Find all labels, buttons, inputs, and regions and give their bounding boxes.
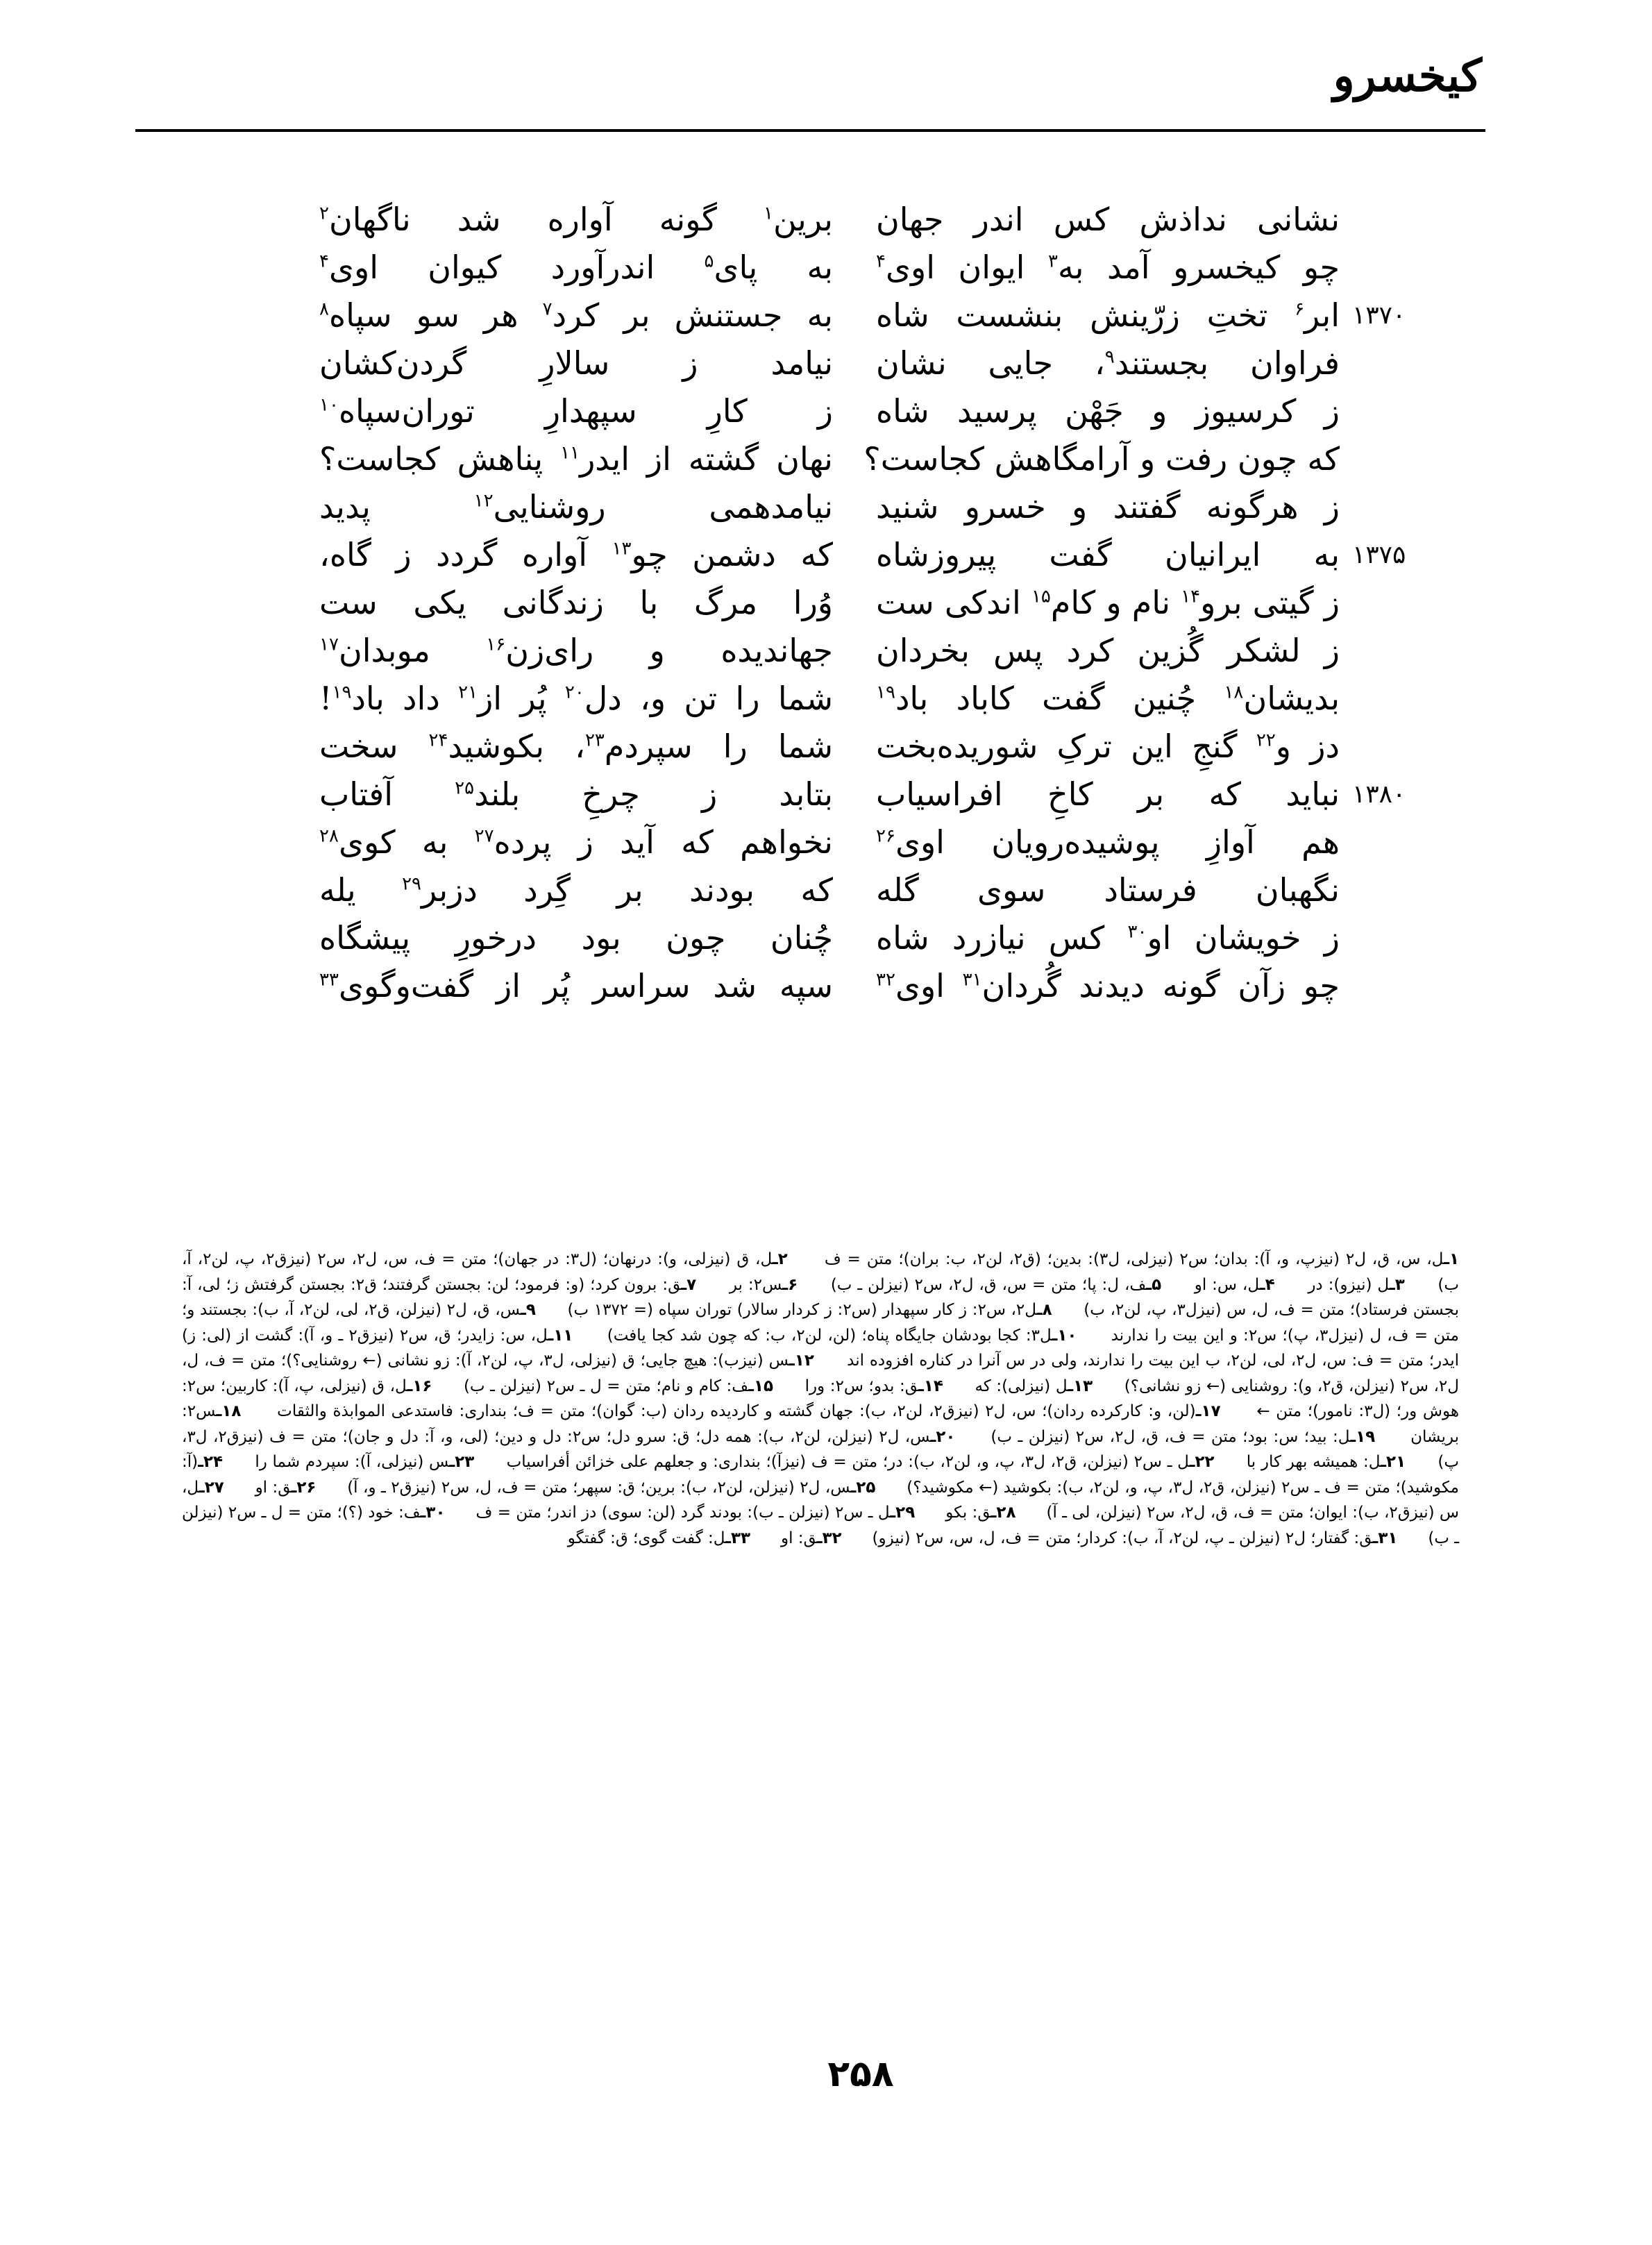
verse-text: به ایرانیان گفت پیروزشاه bbox=[876, 536, 1340, 573]
verse-text: نیامد ز سالارِ گردن‌کشان bbox=[319, 344, 833, 382]
footnote-text: ل، س (نیزق۲، ب): ایوان؛ متن = ف، ق، ل۲، س۲ (نیزلن، لی ـ آ) bbox=[182, 1478, 1459, 1522]
footnote bbox=[1308, 1276, 1438, 1294]
verse-row bbox=[0, 914, 1652, 962]
footnote bbox=[991, 1428, 1410, 1446]
footnote-number: ۳۰ bbox=[425, 1504, 446, 1522]
verse-text: دز و bbox=[1275, 728, 1340, 765]
hemistich-left bbox=[319, 675, 833, 723]
footnote-number: ۲۹ bbox=[895, 1504, 916, 1522]
verse-text: آفتاب bbox=[319, 775, 455, 813]
running-title: کیخسرو bbox=[1333, 50, 1482, 102]
footnote-number: ۲۲ bbox=[1195, 1453, 1215, 1471]
footnote-text: ق: او bbox=[255, 1478, 292, 1497]
footnote-text: ل ـ س۲ (نیزلن، ق۲، ل۳، پ، و، لن۲، ب): در؛ متن = ف (نیزآ)؛ بنداری: و جعلهم علی خزائن أفراسیاب bbox=[506, 1453, 1190, 1471]
footnote-number: ۳۲ bbox=[822, 1529, 842, 1547]
footnote-dash: ـ bbox=[1389, 1275, 1395, 1294]
footnote-number: ۱ bbox=[1449, 1250, 1460, 1268]
footnote-number: ۲۸ bbox=[996, 1504, 1016, 1522]
footnote-number: ۶ bbox=[788, 1275, 798, 1294]
footnote-marker: ۱۱ bbox=[560, 442, 580, 464]
verse-text: نشانی نداذش کس اندر جهان bbox=[876, 201, 1340, 238]
footnote-marker: ۱۸ bbox=[1224, 682, 1244, 703]
hemistich-left bbox=[319, 196, 833, 244]
verse-text: هر سو سپاه bbox=[328, 296, 543, 334]
verse-text: به جستنش بر کرد bbox=[552, 296, 833, 334]
verse-text: شما را تن و، دل bbox=[584, 680, 834, 717]
page-number: ۲۵۸ bbox=[827, 2053, 894, 2095]
verse-text: ز خویشان او bbox=[1147, 919, 1340, 957]
footnote bbox=[805, 1377, 975, 1395]
footnote-text: (لن، و: کارکرده ردان)؛ س، ل۲ (نیزق۲، لن۲، ب): جهان گشته و کاردیده ردان (ب: گوان)؛ متن = ف؛ بنداری: فاستدعی الموابذة والثقات bbox=[277, 1402, 1196, 1420]
verse-text: چو کیخسرو آمد به bbox=[1057, 249, 1340, 286]
verse-text: فراوان بجستند bbox=[1114, 344, 1340, 382]
footnote-number: ۲۶ bbox=[296, 1478, 317, 1497]
footnote-text: ق: بکو bbox=[945, 1504, 991, 1522]
verse-text: پُر از bbox=[478, 680, 565, 717]
hemistich-right bbox=[876, 483, 1340, 531]
footnote-dash: ـ bbox=[1052, 1326, 1058, 1345]
footnote-text: ق: او bbox=[780, 1529, 817, 1547]
verse-text: هم آوازِ پوشیده‌رویان اوی bbox=[895, 823, 1340, 861]
verse-row bbox=[0, 675, 1652, 723]
footnote-marker: ۱۰ bbox=[319, 394, 339, 416]
footnote bbox=[277, 1402, 1256, 1420]
verse-text: ز گیتی برو bbox=[1200, 584, 1340, 621]
verse-row bbox=[0, 435, 1652, 483]
verse-text: ز کرسیوز و جَهْن پرسید شاه bbox=[876, 392, 1340, 430]
footnote bbox=[1195, 1276, 1308, 1294]
footnote-dash: ـ bbox=[918, 1377, 924, 1395]
verse-row bbox=[0, 483, 1652, 531]
footnote-marker: ۲۱ bbox=[458, 682, 478, 703]
hemistich-right bbox=[876, 962, 1340, 1010]
hemistich-right bbox=[876, 339, 1340, 387]
hemistich-right bbox=[876, 723, 1340, 771]
footnote-dash: ـ bbox=[748, 1377, 754, 1395]
footnote-text: ف: خود (؟)؛ متن = ل ـ س۲ (نیزلن ـ ب) bbox=[182, 1504, 1459, 1547]
footnote-marker: ۷ bbox=[542, 299, 553, 320]
footnote-number: ۲۵ bbox=[856, 1478, 876, 1497]
verse-text: شما را سپردم bbox=[604, 728, 833, 765]
verse-number: ۱۳۸۰ bbox=[1352, 780, 1406, 809]
footnote-number: ۱۸ bbox=[221, 1402, 242, 1420]
hemistich-right bbox=[876, 196, 1340, 244]
verse-text: چُنین گفت کاباد باد bbox=[895, 680, 1224, 717]
footnote-dash: ـ bbox=[1036, 1301, 1043, 1319]
footnote bbox=[568, 1529, 781, 1547]
footnote bbox=[825, 1250, 1459, 1268]
footnote-number: ۱۳ bbox=[1073, 1377, 1093, 1395]
footnote-number: ۲۳ bbox=[455, 1453, 475, 1471]
hemistich-right bbox=[876, 818, 1340, 866]
footnote-dash: ـ bbox=[199, 1478, 205, 1497]
footnote-marker: ۱۷ bbox=[319, 634, 339, 655]
footnote bbox=[255, 1479, 348, 1497]
footnote-text: س (نیزب): هیچ جایی؛ ق (نیزلی، ل۳، پ، لن۲، آ): زو نشانی (← روشنایی؟)؛ متن = ف، ل، ل۲، س۲ (نیزلن، ق۲، و): روشنایی (← زو نشانی؟) bbox=[182, 1352, 1459, 1395]
footnote-marker: ۳۰ bbox=[1127, 921, 1147, 943]
footnote-number: ۵ bbox=[1152, 1275, 1162, 1294]
hemistich-right bbox=[863, 435, 1340, 483]
footnote-marker: ۲۳ bbox=[584, 730, 605, 751]
footnote-number: ۱۱ bbox=[553, 1326, 573, 1345]
footnote-text: ل، س: او bbox=[1194, 1275, 1260, 1294]
footnote-dash: ـ bbox=[449, 1453, 455, 1471]
hemistich-right bbox=[876, 866, 1340, 914]
footnote-text: ل (نیزلی): که bbox=[975, 1377, 1068, 1395]
footnote-text: ل: گفت گوی؛ ق: گفتگو bbox=[567, 1529, 726, 1547]
footnote-marker: ۲۰ bbox=[564, 682, 584, 703]
footnote-dash: ـ bbox=[850, 1478, 857, 1497]
footnote-number: ۲۰ bbox=[936, 1427, 956, 1446]
footnote-number: ۱۷ bbox=[1201, 1402, 1221, 1420]
footnote-marker: ۱۴ bbox=[1181, 586, 1201, 607]
footnote-dash: ـ bbox=[291, 1478, 297, 1497]
footnote-dash: ـ bbox=[520, 1301, 526, 1319]
footnote-dash: ـ bbox=[789, 1352, 795, 1370]
verse-text: اوی bbox=[895, 967, 963, 1004]
verse-text: به پای bbox=[714, 249, 833, 286]
footnote-marker: ۲۷ bbox=[474, 825, 494, 847]
footnote bbox=[476, 1504, 946, 1522]
footnote-marker: ۳۲ bbox=[876, 969, 895, 991]
hemistich-left bbox=[319, 244, 833, 292]
hemistich-left bbox=[319, 339, 833, 387]
verse-text: داد باد bbox=[351, 680, 459, 717]
footnote bbox=[507, 1453, 1247, 1471]
footnote-dash: ـ bbox=[1350, 1427, 1356, 1446]
verse-text: موبدان bbox=[338, 632, 487, 669]
footnote-dash: ـ bbox=[816, 1529, 823, 1547]
footnote-marker: ۱۶ bbox=[486, 634, 506, 655]
footnote-text: ف: کام و نام؛ متن = ل ـ س۲ (نیزلن ـ ب) bbox=[463, 1377, 749, 1395]
verse-row bbox=[0, 866, 1652, 914]
footnote-dash: ـ bbox=[991, 1504, 997, 1522]
verse-text: اندکی ست bbox=[876, 584, 1031, 621]
verse-row bbox=[0, 531, 1652, 579]
footnote-marker: ۱ bbox=[764, 203, 773, 224]
verse-text: بدیشان bbox=[1243, 680, 1340, 717]
footnote-marker: ۲۹ bbox=[402, 873, 422, 895]
footnote-text: س، ق، ل۲ (نیزلن، ق۲، لی، لن۲، آ، ب): بجستند و؛ متن = ف، ل (نیزل۳، پ)؛ س۲: و این بیت را ندارند bbox=[182, 1301, 1459, 1345]
verse-text: ز لشکر گُزین کرد پس بخردان bbox=[876, 632, 1340, 669]
verse-text: نگهبان فرستاد سوی گله bbox=[876, 871, 1340, 909]
footnote-number: ۸ bbox=[1042, 1301, 1052, 1319]
hemistich-right bbox=[876, 244, 1340, 292]
verse-row bbox=[0, 244, 1652, 292]
verse-text: سخت bbox=[319, 728, 429, 765]
verse-text: اندرآورد کیوان اوی bbox=[328, 249, 705, 286]
verse-text: بتابد ز چرخِ بلند bbox=[474, 775, 834, 813]
footnote-number: ۹ bbox=[525, 1301, 536, 1319]
footnote bbox=[255, 1453, 506, 1471]
footnote-marker: ۳۱ bbox=[962, 969, 982, 991]
footnote-marker: ۱۲ bbox=[473, 490, 494, 512]
verse-text: گونه آواره شد ناگهان bbox=[328, 201, 764, 238]
footnote-dash: ـ bbox=[407, 1377, 413, 1395]
footnote bbox=[975, 1377, 1124, 1395]
verse-text: چُنان چون بود درخورِ پیشگاه bbox=[319, 919, 833, 957]
footnote-marker: ۱۹ bbox=[332, 682, 352, 703]
hemistich-left bbox=[319, 579, 833, 627]
hemistich-left bbox=[319, 866, 833, 914]
footnote-marker: ۲ bbox=[319, 203, 329, 224]
footnote-marker: ۹ bbox=[1104, 346, 1115, 368]
header-rule bbox=[135, 129, 1485, 132]
hemistich-left bbox=[319, 292, 833, 339]
footnote-number: ۳ bbox=[1394, 1275, 1405, 1294]
footnote-dash: ـ bbox=[772, 1250, 778, 1268]
footnote-dash: ـ bbox=[1259, 1275, 1265, 1294]
footnote-number: ۷ bbox=[686, 1275, 697, 1294]
footnote-text: س۲: بریشان bbox=[182, 1402, 1459, 1446]
footnote-dash: ـ bbox=[930, 1427, 936, 1446]
verse-row bbox=[0, 339, 1652, 387]
footnote-dash: ـ bbox=[1381, 1453, 1387, 1471]
verse-text: یله bbox=[319, 871, 403, 909]
footnote-text: ل: بید؛ س: بود؛ متن = ف، ق، ل۲، س۲ (نیزلن ـ ب) bbox=[991, 1427, 1351, 1446]
footnote-marker: ۲۵ bbox=[455, 777, 475, 799]
footnote-dash: ـ bbox=[420, 1504, 426, 1522]
footnote-marker: ۸ bbox=[319, 299, 329, 320]
verse-text: نباید که بر کاخِ افراسیاب bbox=[876, 775, 1340, 813]
verse-text: کس نیازرد شاه bbox=[876, 919, 1128, 957]
footnote-text: ل۳: کجا بودشان جایگاه پناه؛ (لن، لن۲، ب: که چون شد کجا یافت) bbox=[607, 1326, 1052, 1345]
hemistich-left bbox=[319, 771, 833, 818]
footnote-text: س، ل۲ (نیزلن، لن۲، ب): برین؛ ق: سپهر؛ متن = ف، ل، س۲ (نیزق۲ ـ و، آ) bbox=[347, 1478, 851, 1497]
footnote-marker: ۴ bbox=[876, 251, 886, 272]
footnote-dash: ـ bbox=[1189, 1453, 1195, 1471]
footnote-dash: ـ bbox=[216, 1402, 222, 1420]
footnote bbox=[831, 1276, 1195, 1294]
verse-row bbox=[0, 387, 1652, 435]
footnote-marker: ۱۹ bbox=[876, 682, 895, 703]
verse-text: وُرا مرگ با زندگانی یکی ست bbox=[319, 584, 833, 621]
footnote-number: ۲۷ bbox=[204, 1478, 224, 1497]
verse-number: ۱۳۷۵ bbox=[1352, 541, 1406, 569]
hemistich-left bbox=[319, 435, 833, 483]
hemistich-right bbox=[876, 627, 1340, 675]
footnote-marker: ۶ bbox=[1295, 299, 1305, 320]
footnote-text: ل، س، ق، ل۲ (نیزپ، و، آ): بدان؛ س۲ (نیزلی، ل۳): بدین؛ (ق۲، لن۲، ب: بران)؛ متن = ف bbox=[824, 1250, 1444, 1268]
hemistich-right bbox=[876, 292, 1340, 339]
footnote bbox=[730, 1276, 831, 1294]
hemistich-left bbox=[319, 723, 833, 771]
verse-text: ز هرگونه گفتند و خسرو شنید bbox=[876, 488, 1340, 525]
footnote-marker: ۴ bbox=[319, 251, 329, 272]
verse-row bbox=[0, 771, 1652, 818]
hemistich-left bbox=[319, 627, 833, 675]
verse-text: که دشمن چو bbox=[631, 536, 833, 573]
hemistich-right bbox=[876, 531, 1340, 579]
footnote-number: ۳۳ bbox=[731, 1529, 751, 1547]
hemistich-left bbox=[319, 531, 833, 579]
verse-number: ۱۳۷۰ bbox=[1352, 301, 1406, 330]
footnote-marker: ۲۴ bbox=[428, 730, 448, 751]
footnote-number: ۱۲ bbox=[794, 1352, 814, 1370]
footnote-number: ۲۴ bbox=[203, 1453, 224, 1471]
footnote-text: س (نیزلی، آ): سپردم شما را bbox=[255, 1453, 450, 1471]
footnote-text: ل، ق (نیزلی، و): درنهان؛ (ل۳: در جهان)؛ متن = ف، س، ل۲، س۲ (نیزق۲، پ، لن۲، آ، ب) bbox=[182, 1250, 1459, 1294]
hemistich-left bbox=[319, 387, 833, 435]
verse-text: نام و کام bbox=[1050, 584, 1181, 621]
footnote-marker: ۱۵ bbox=[1031, 586, 1051, 607]
verse-text: ، بکوشید bbox=[448, 728, 585, 765]
footnote-marker: ۵ bbox=[704, 251, 714, 272]
footnote-number: ۳۱ bbox=[1378, 1529, 1398, 1547]
footnote-number: ۱۹ bbox=[1356, 1427, 1376, 1446]
footnote bbox=[568, 1301, 1084, 1319]
footnote-number: ۲ bbox=[777, 1250, 788, 1268]
footnote-text: ق: بدو؛ س۲: ورا bbox=[804, 1377, 918, 1395]
footnote-dash: ـ bbox=[1372, 1529, 1379, 1547]
footnote bbox=[873, 1529, 1428, 1547]
footnote-number: ۴ bbox=[1265, 1275, 1275, 1294]
footnote-text: ق: گفتار؛ ل۲ (نیزلن ـ پ، لن۲، آ، ب): کردار؛ متن = ف، ل، س، س۲ (نیزو) bbox=[872, 1529, 1373, 1547]
footnote-dash: ـ bbox=[681, 1275, 687, 1294]
hemistich-left bbox=[319, 914, 833, 962]
verse-row bbox=[0, 818, 1652, 866]
verse-text: ایوان اوی bbox=[885, 249, 1049, 286]
footnote-marker: ۲۶ bbox=[876, 825, 895, 847]
footnote-dash: ـ bbox=[548, 1326, 554, 1345]
footnote bbox=[781, 1529, 873, 1547]
footnote-dash: ـ bbox=[1146, 1275, 1152, 1294]
verse-text: پدید bbox=[319, 488, 474, 525]
verse-row bbox=[0, 962, 1652, 1010]
footnote-dash: ـ bbox=[782, 1275, 789, 1294]
footnote bbox=[945, 1504, 1046, 1522]
verse-row bbox=[0, 196, 1652, 244]
verse-text: گنجِ این ترکِ شوریده‌بخت bbox=[876, 728, 1256, 765]
verse-text: پناهش کجاست؟ bbox=[319, 440, 561, 478]
verse-text: به کوی bbox=[338, 823, 475, 861]
verse-text: نیامدهمی روشنایی bbox=[493, 488, 833, 525]
verse-text: آواره گردد ز گاه، bbox=[319, 536, 612, 573]
hemistich-right bbox=[876, 914, 1340, 962]
verse-text: ! bbox=[319, 680, 332, 717]
footnote-dash: ـ bbox=[725, 1529, 732, 1547]
hemistich-right bbox=[876, 771, 1340, 818]
verse-text: جهاندیده و رای‌زن bbox=[505, 632, 833, 669]
footnote-marker: ۲۲ bbox=[1256, 730, 1276, 751]
footnote-dash: ـ bbox=[1444, 1250, 1449, 1268]
verse-row bbox=[0, 723, 1652, 771]
footnote-text: ل۲، س۲: ز کار سپهدار (س۲: ز کردار سالار) توران سپاه (= ۱۳۷۲ ب) bbox=[567, 1301, 1037, 1319]
footnote-marker: ۲۸ bbox=[319, 825, 339, 847]
footnote-dash: ـ bbox=[198, 1453, 203, 1471]
footnote-dash: ـ bbox=[1195, 1402, 1202, 1420]
footnote-marker: ۳۳ bbox=[319, 969, 339, 991]
footnote-text: ل، س: زایدر؛ ق، س۲ (نیزق۲ ـ و، آ): گشت از (لی: ز) ایدر؛ متن = ف: س، ل۲، لی، لن۲، ب این بیت را ندارند، ولی در س آنرا در کناره افزوده اند bbox=[182, 1326, 1459, 1370]
footnote bbox=[607, 1327, 1111, 1345]
hemistich-right bbox=[876, 579, 1340, 627]
footnote bbox=[1247, 1453, 1438, 1471]
verse-text: که بودند بر گِرد دزبر bbox=[421, 871, 833, 909]
footnote-dash: ـ bbox=[1068, 1377, 1074, 1395]
footnote bbox=[464, 1377, 805, 1395]
verse-text: نخواهم که آید ز پرده bbox=[494, 823, 833, 861]
verse-text: نهان گشته از ایدر bbox=[580, 440, 833, 478]
verse-text: ز کارِ سپهدارِ توران‌سپاه bbox=[338, 392, 833, 430]
footnote bbox=[347, 1479, 907, 1497]
hemistich-left bbox=[319, 818, 833, 866]
footnote-text: ل: همیشه بهر کار با bbox=[1246, 1453, 1381, 1471]
footnote-marker: ۱۳ bbox=[612, 538, 632, 560]
footnote-marker: ۳ bbox=[1048, 251, 1058, 272]
footnote-text: ف، ل: پا؛ متن = س، ق، ل۲، س۲ (نیزلن ـ ب) bbox=[830, 1275, 1147, 1294]
footnote-number: ۱۴ bbox=[923, 1377, 943, 1395]
hemistich-left bbox=[319, 483, 833, 531]
hemistich-right bbox=[876, 675, 1340, 723]
verse-text: که چون رفت و آرامگاهش کجاست؟ bbox=[863, 440, 1340, 478]
verse-text: ، جایی نشان bbox=[876, 344, 1105, 382]
footnote-dash: ـ bbox=[890, 1504, 896, 1522]
footnote-number: ۲۱ bbox=[1386, 1453, 1406, 1471]
footnotes bbox=[182, 1247, 1459, 1551]
footnote-text: ل ـ س۲ (نیزلن ـ ب): بودند گرد (لن: سوی) دز اندر؛ متن = ف bbox=[475, 1504, 891, 1522]
hemistich-right bbox=[876, 387, 1340, 435]
verse-row bbox=[0, 579, 1652, 627]
verse-text: تختِ زرّینش بنشست شاه bbox=[876, 296, 1295, 334]
footnote-text: ل، ق (نیزلی، پ، آ): کاربین؛ س۲: هوش ور؛ (ل۳: نامور)؛ متن ← bbox=[182, 1377, 1459, 1420]
footnote-number: ۱۰ bbox=[1057, 1326, 1077, 1345]
hemistich-left bbox=[319, 962, 833, 1010]
verse-text: برین bbox=[773, 201, 833, 238]
footnote-text: ل (نیزو): در bbox=[1308, 1275, 1390, 1294]
verse-text: چو زآن گونه دیدند گُردان bbox=[981, 967, 1340, 1004]
footnote-text: س۲: بر bbox=[729, 1275, 783, 1294]
verse-row bbox=[0, 292, 1652, 339]
footnote-text: (آ: مکوشید)؛ متن = ف ـ س۲ (نیزلن، ق۲، ل۳، پ، و، لن۲، ب): بکوشید (← مکوشید؟) bbox=[182, 1453, 1459, 1497]
footnote-text: ق: برون کرد؛ (و: فرمود؛ لن: بجستن گرفتند؛ ق۲: بجستن گرفتش ز؛ لی، آ: بجستن فرستاد)؛ متن = ف، ل، س (نیزل۳، پ، لن۲، ب) bbox=[182, 1275, 1459, 1319]
verse-row bbox=[0, 627, 1652, 675]
footnote-text: س، ل۲ (نیزلن، لن۲، ب): همه دل؛ ق: سرو دل؛ س۲: دل و دین؛ (لی، و، آ: دل و جان)؛ متن = ف (نیزق۲، ل۳، پ) bbox=[182, 1427, 1460, 1471]
footnote-number: ۱۶ bbox=[412, 1377, 432, 1395]
verse-text: ابر bbox=[1304, 296, 1340, 334]
footnote-number: ۱۵ bbox=[753, 1377, 774, 1395]
verse-text: سپه شد سراسر پُر از گفت‌وگوی bbox=[338, 967, 833, 1004]
